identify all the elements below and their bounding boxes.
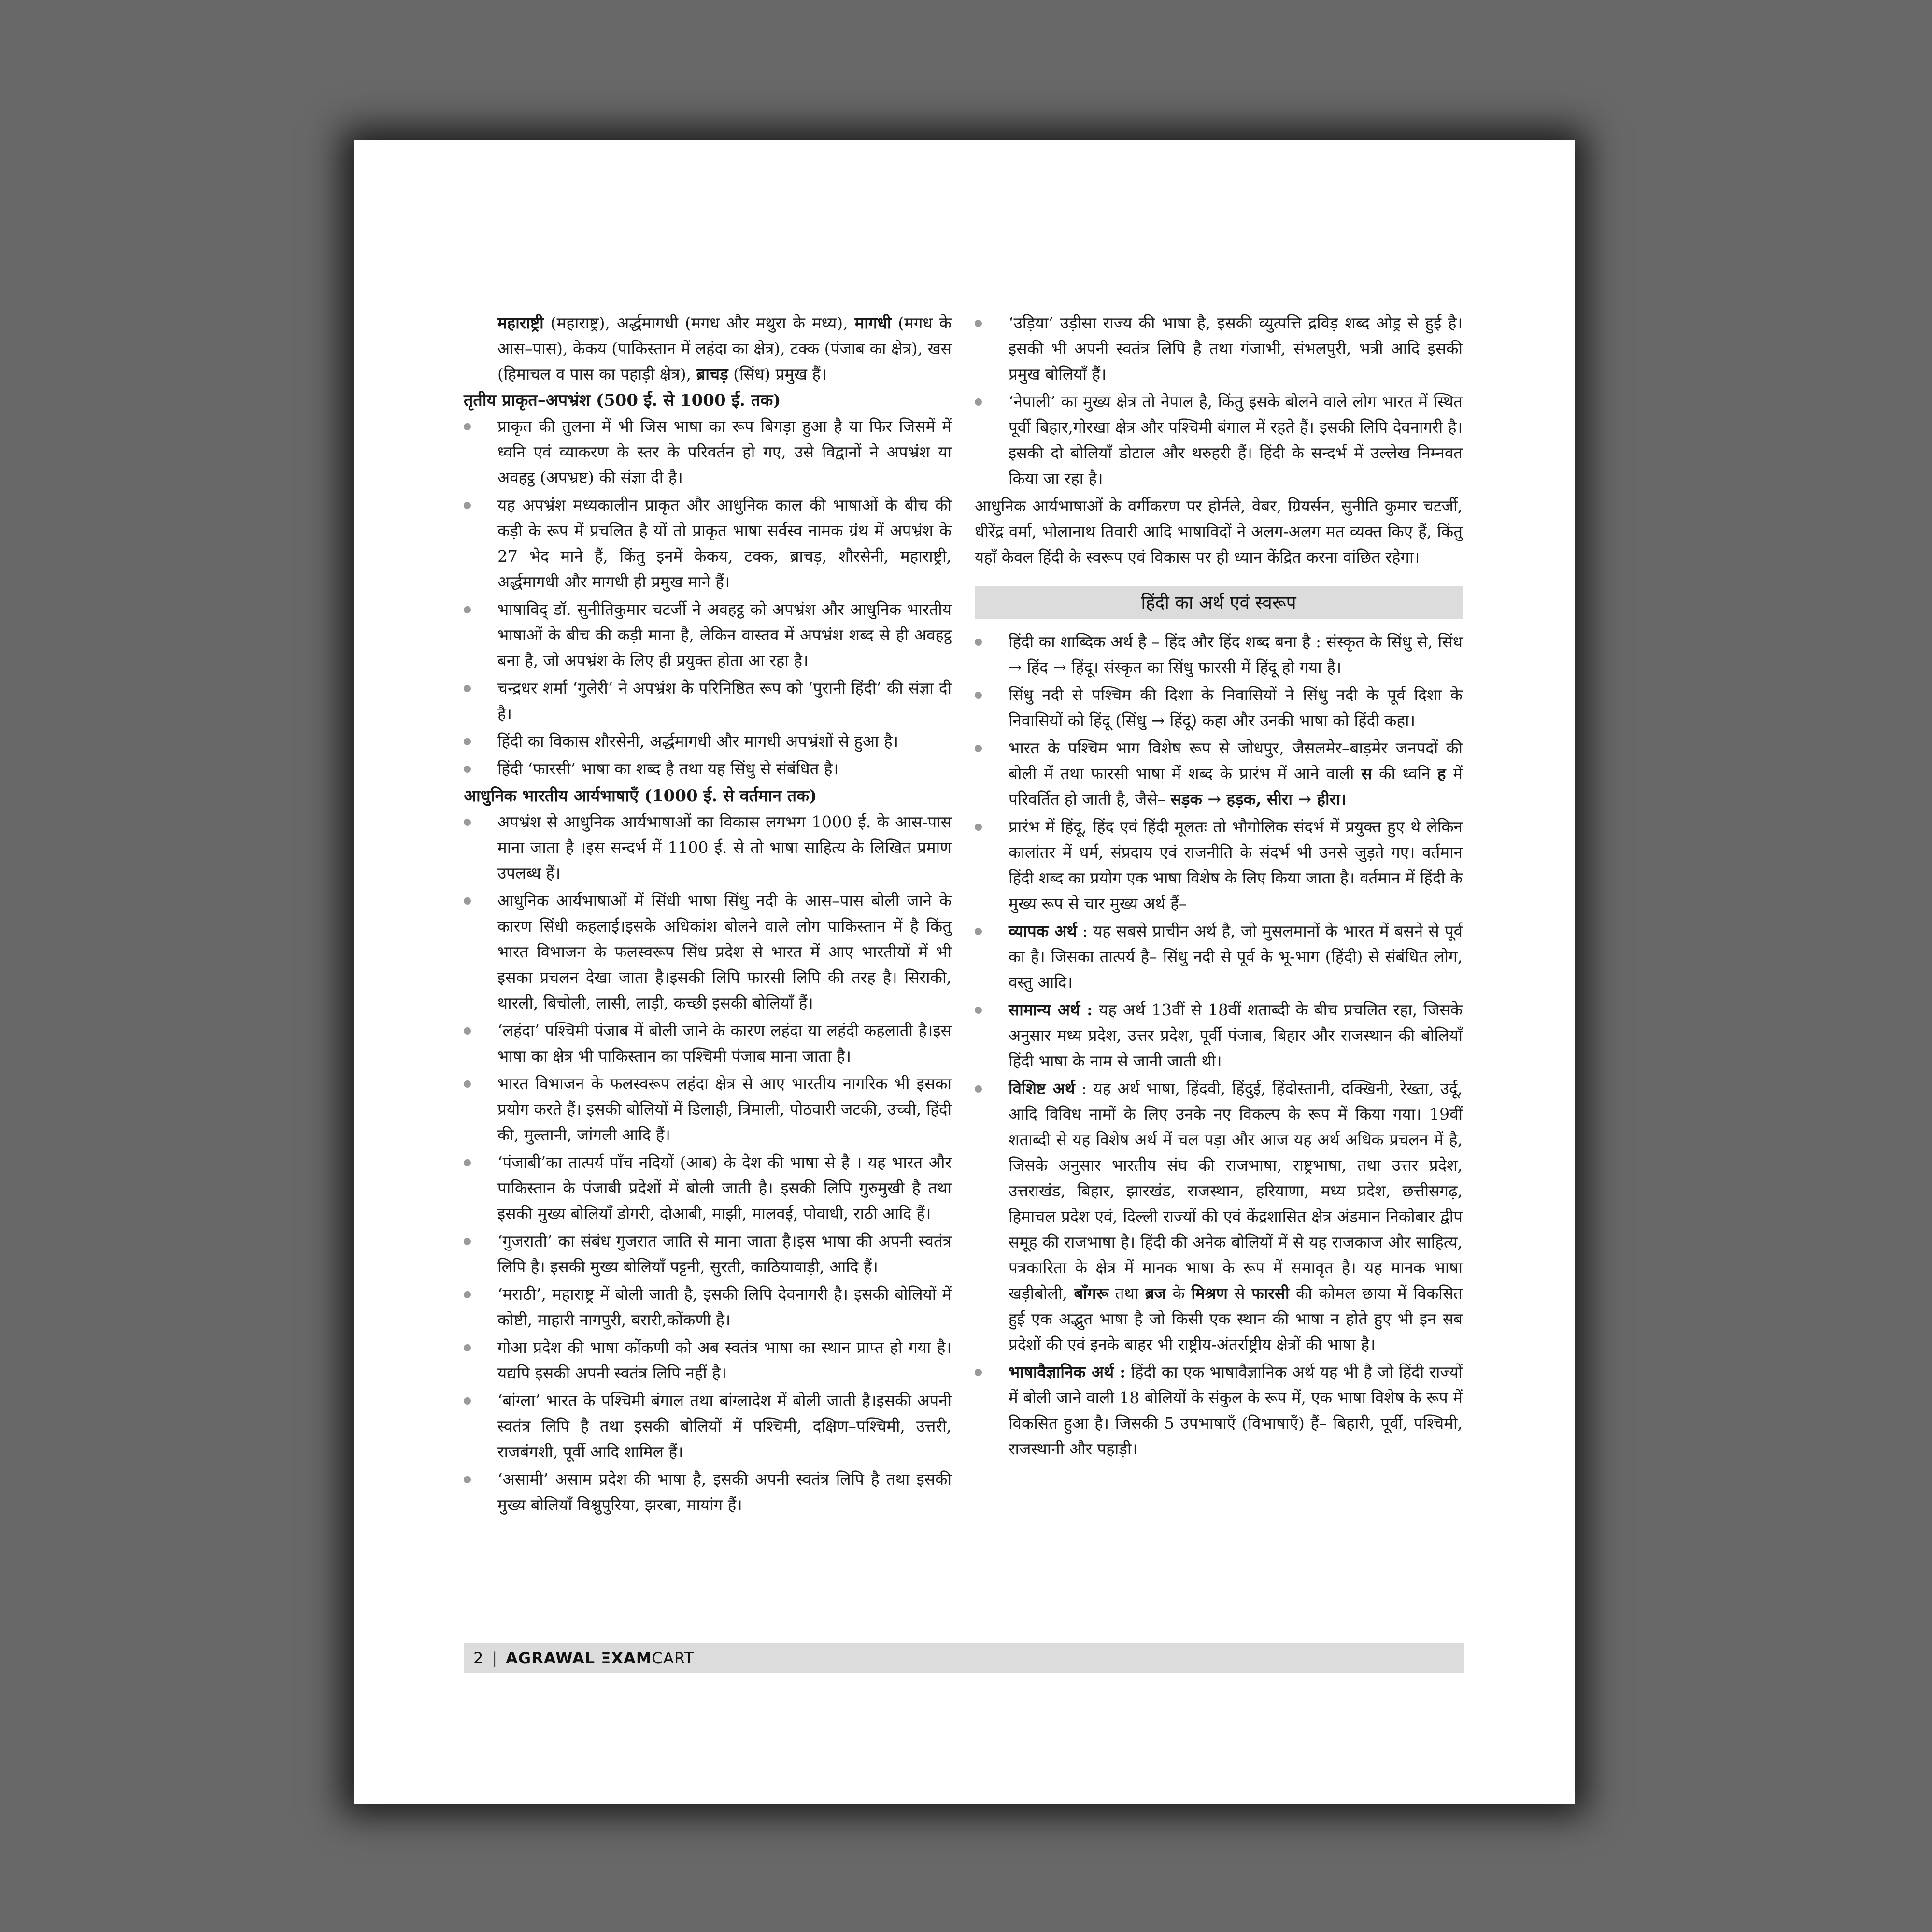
bullet-dot-icon — [975, 928, 982, 935]
bullet-dot-icon — [975, 398, 982, 406]
bold-text: व्यापक अर्थ — [1009, 922, 1077, 940]
brand-logo-agrawal: AGRAWAL — [506, 1649, 596, 1667]
list-item — [464, 1071, 952, 1148]
bold-text: मागधी — [854, 313, 892, 332]
text-run: : यह सबसे प्राचीन अर्थ है, जो मुसलमानों के भारत में बसने से पूर्व का है। जिसका तात्पर्य है– सिंधु नदी से पूर्व के भू-भाग (हिंदी) से संबंधित लोग, वस्तु आदि। — [1009, 922, 1463, 992]
list-item-text: ‘पंजाबी’का तात्पर्य पाँच नदियों (आब) के देश की भाषा से है । यह भारत और पाकिस्तान के पंजाबी प्रदेशों में बोली जाती है। इसकी लिपि गुरुमुखी है तथा इसकी मुख्य बोलियाँ डोगरी, दोआबी, माझी, मालवई, पोवाधी, राठी आदि हैं। — [497, 1153, 952, 1223]
list-item — [975, 1359, 1463, 1462]
section-heading-modern-languages: आधुनिक भारतीय आर्यभाषाएँ (1000 ई. से वर्तमान तक) — [464, 786, 817, 806]
bold-text: महाराष्ट्री — [497, 313, 544, 332]
text-run: की कोमल छाया में विकसित हुई एक अद्भुत भाषा है जो किसी एक स्थान की भाषा न होते हुए भी इन सब प्रदेशों की एवं इनके बाहर भी राष्ट्रीय-अंतर्राष्ट्रीय क्षेत्रों की भाषा है। — [1009, 1284, 1463, 1354]
list-item-text: प्राकृत की तुलना में भी जिस भाषा का रूप बिगड़ा हुआ है या फिर जिसमें में ध्वनि एवं व्याकरण के स्तर के परिवर्तन हो गए, उसे विद्वानों ने अपभ्रंश या अवहट्ठ (अपभ्रष्ट) की संज्ञा दी है। — [497, 417, 952, 487]
text-run: के — [1165, 1284, 1192, 1303]
footer-separator: | — [492, 1649, 497, 1667]
text-run: में परिवर्तित हो जाती है, जैसे– — [1009, 764, 1463, 809]
brand-logo-exam: ΞXAM — [601, 1649, 652, 1667]
list-item — [464, 888, 952, 1016]
bullet-dot-icon — [464, 423, 471, 430]
page-number: 2 — [473, 1649, 483, 1667]
bullet-dot-icon — [464, 1027, 471, 1035]
bold-text: बाँगरू — [1074, 1284, 1109, 1303]
text-run: भारत के पश्चिम भाग विशेष रूप से जोधपुर, जैसलमेर–बाड़मेर जनपदों की बोली में तथा फारसी भाषा में शब्द के प्रारंभ में आने वाली — [1009, 739, 1463, 783]
list-item-text: हिंदी का विकास शौरसेनी, अर्द्धमागधी और मागधी अपभ्रंशों से हुआ है। — [497, 732, 899, 751]
list-item — [464, 675, 952, 726]
list-item — [464, 1228, 952, 1279]
bullet-dot-icon — [464, 1344, 471, 1351]
left-column — [464, 310, 952, 1520]
bullet-dot-icon — [975, 639, 982, 646]
list-item-text: गोआ प्रदेश की भाषा कोंकणी को अब स्वतंत्र भाषा का स्थान प्राप्त हो गया है। यद्यपि इसकी अपनी स्वतंत्र लिपि नहीं है। — [497, 1338, 952, 1382]
text-run: (महाराष्ट्र), अर्द्धमागधी (मगध और मथुरा के मध्य), — [543, 313, 855, 332]
list-item-text: यह अपभ्रंश मध्यकालीन प्राकृत और आधुनिक काल की भाषाओं के बीच की कड़ी के रूप में प्रचलित है यों तो प्राकृत भाषा सर्वस्व नामक ग्रंथ में अपभ्रंश के 27 भेद माने हैं, किंतु इनमें केकय, टक्क, ब्राचड़, शौरसेनी, महाराष्ट्री, अर्द्धमागधी और मागधी ही प्रमुख माने हैं। — [497, 496, 952, 591]
bold-text: मिश्रण — [1191, 1284, 1228, 1303]
list-item — [975, 997, 1463, 1074]
page-footer — [464, 1643, 1464, 1673]
bullet-dot-icon — [464, 1080, 471, 1088]
text-run: हिंदी का शाब्दिक अर्थ है – हिंद और हिंद शब्द बना है : संस्कृत के सिंधु से, सिंध → हिंद → हिंदू। संस्कृत का सिंधु फारसी में हिंदू हो गया है। — [1009, 632, 1463, 677]
list-item — [464, 1281, 952, 1333]
bullet-dot-icon — [464, 1397, 471, 1405]
list-item — [464, 597, 952, 673]
bullet-dot-icon — [464, 738, 471, 745]
bullet-dot-icon — [464, 766, 471, 773]
list-item-text: हिंदी ‘फारसी’ भाषा का शब्द है तथा यह सिंधु से संबंधित है। — [497, 759, 838, 778]
bullet-dot-icon — [464, 1238, 471, 1245]
list-item — [464, 728, 952, 754]
text-run: से — [1227, 1284, 1252, 1303]
bold-text: सड़क → हड़क, सीरा → हीरा। — [1170, 790, 1347, 809]
bullet-dot-icon — [464, 897, 471, 905]
list-item — [975, 629, 1463, 680]
bold-text: विशिष्ट अर्थ — [1009, 1079, 1075, 1098]
bullet-list-odia-nepali — [975, 310, 1463, 491]
list-item — [464, 413, 952, 490]
list-item-text: भारत विभाजन के फलस्वरूप लहंदा क्षेत्र से आए भारतीय नागरिक भी इसका प्रयोग करते हैं। इसकी बोलियों में डिलाही, त्रिमाली, पोठवारी जटकी, उच्ची, हिंदी की, मुल्तानी, जांगली आदि हैं। — [497, 1074, 952, 1144]
text-run: (सिंध) प्रमुख हैं। — [728, 365, 827, 384]
text-run: हिंदी का एक भाषावैज्ञानिक अर्थ यह भी है जो हिंदी राज्यों में बोली जाने वाली 18 बोलियों के संकुल के रूप में, एक भाषा विशेष के रूप में विकसित हुआ है। जिसकी 5 उपभाषाएँ (विभाषाएँ) हैं– बिहारी, पूर्वी, पश्चिमी, राजस्थानी और पहाड़ी। — [1009, 1363, 1463, 1458]
list-item — [464, 1018, 952, 1069]
list-item — [975, 814, 1463, 916]
bullet-dot-icon — [464, 685, 471, 692]
list-item — [464, 1150, 952, 1226]
list-item — [975, 389, 1463, 491]
text-run: प्रारंभ में हिंदू, हिंद एवं हिंदी मूलतः तो भौगोलिक संदर्भ में प्रयुक्त हुए थे लेकिन कालांतर में धर्म, संप्रदाय एवं राजनीति के संदर्भ भी उनसे जुड़ते गए। वर्तमान हिंदी शब्द का प्रयोग एक भाषा विशेष के लिए किया जाता है। वर्तमान में हिंदी के मुख्य रूप से चार मुख्य अर्थ हैं– — [1009, 817, 1463, 913]
list-item — [464, 1466, 952, 1518]
text-run: तथा — [1108, 1284, 1145, 1303]
bullet-list-apabhramsha — [464, 413, 952, 781]
list-item-text: ‘लहंदा’ पश्चिमी पंजाब में बोली जाने के कारण लहंदा या लहंदी कहलाती है।इस भाषा का क्षेत्र भी पाकिस्तान का पश्चिमी पंजाब माना जाता है। — [497, 1021, 952, 1065]
list-item — [464, 756, 952, 781]
list-item-text: ‘मराठी’, महाराष्ट्र में बोली जाती है, इसकी लिपि देवनागरी है। इसकी बोलियों में कोष्टी, माहारी नागपुरी, बरारी,कोंकणी है। — [497, 1285, 952, 1329]
bullet-dot-icon — [464, 819, 471, 826]
list-item — [975, 735, 1463, 812]
text-run: : यह अर्थ भाषा, हिंदवी, हिंदुई, हिंदोस्तानी, दक्खिनी, रेख्ता, उर्दू, आदि विविध नामों के लिए उनके नए विकल्प के रूप में किया गया। 19वीं शताब्दी से यह विशेष अर्थ में चल पड़ा और आज यह अर्थ अधिक प्रचलन में है, जिसके अनुसार भारतीय संघ की राजभाषा, राष्ट्रभाषा, तथा उत्तर प्रदेश, उत्तराखंड, बिहार, झारखंड, राजस्थान, हरियाणा, मध्य प्रदेश, छत्तीसगढ़, हिमाचल प्रदेश एवं, दिल्ली राज्यों की एवं केंद्रशासित क्षेत्र अंडमान निकोबार द्वीप समूह की राजभाषा है। हिंदी की अनेक बोलियों में से यह राजकाज और साहित्य, पत्रकारिता के क्षेत्र में मानक भाषा के रूप में समावृत है। यह मानक भाषा खड़ीबोली, — [1009, 1079, 1463, 1303]
list-item-text: ‘उड़िया’ उड़ीसा राज्य की भाषा है, इसकी व्युत्पत्ति द्रविड़ शब्द ओड्र से हुई है। इसकी भी अपनी स्वतंत्र लिपि है तथा गंजाभी, संभलपुरी, भत्री आदि इसकी प्रमुख बोलियाँ हैं। — [1009, 313, 1463, 384]
list-item — [464, 1388, 952, 1464]
list-item — [464, 492, 952, 595]
bullet-dot-icon — [464, 502, 471, 509]
list-item-text: ‘नेपाली’ का मुख्य क्षेत्र तो नेपाल है, किंतु इसके बोलने वाले लोग भारत में स्थित पूर्वी बिहार,गोरखा क्षेत्र और पश्चिमी बंगाल में रहते हैं। इसकी लिपि देवनागरी है। इसकी दो बोलियाँ डोटाल और थरुहरी हैं। हिंदी के सन्दर्भ में उल्लेख निम्नवत किया जा रहा है। — [1009, 392, 1463, 488]
bold-text: फारसी — [1251, 1284, 1290, 1303]
list-item — [975, 918, 1463, 995]
bullet-list-modern-languages — [464, 809, 952, 1518]
bold-text: ब्राचड़ — [696, 365, 728, 384]
list-item-text: भाषाविद् डॉ. सुनीतिकुमार चटर्जी ने अवहट्ठ को अपभ्रंश और आधुनिक भारतीय भाषाओं के बीच की कड़ी माना है, लेकिन वास्तव में अपभ्रंश शब्द से ही अवहट्ठ बना है, जो अपभ्रंश के लिए ही प्रयुक्त होता आ रहा है। — [497, 600, 952, 670]
bullet-dot-icon — [464, 1476, 471, 1483]
list-item-text: ‘गुजराती’ का संबंध गुजरात जाति से माना जाता है।इस भाषा की अपनी स्वतंत्र लिपि है। इसकी मुख्य बोलियाँ पट्टनी, सुरती, काठियावाड़ी, आदि हैं। — [497, 1232, 952, 1276]
text-run: (मगध के आस–पास), केकय (पाकिस्तान में लहंदा का क्षेत्र), टक्क (पंजाब का क्षेत्र), खस (हिमाचल व पास का पहाड़ी क्षेत्र), — [497, 313, 952, 384]
bullet-dot-icon — [975, 320, 982, 327]
intro-paragraph — [464, 310, 952, 387]
list-item — [975, 1076, 1463, 1357]
bullet-dot-icon — [975, 824, 982, 831]
bullet-dot-icon — [975, 1007, 982, 1014]
bullet-dot-icon — [464, 1159, 471, 1166]
list-item — [464, 1335, 952, 1386]
right-column — [975, 310, 1463, 1463]
text-run: यह अर्थ 13वीं से 18वीं शताब्दी के बीच प्रचलित रहा, जिसके अनुसार मध्य प्रदेश, उत्तर प्रदेश, पूर्वी पंजाब, बिहार और राजस्थान की बोलियाँ हिंदी भाषा के नाम से जानी जाती थी। — [1009, 1000, 1463, 1070]
bold-text: स — [1361, 764, 1372, 783]
bullet-list-hindi-meaning — [975, 629, 1463, 1462]
list-item-text: ‘बांग्ला’ भारत के पश्चिमी बंगाल तथा बांग्लादेश में बोली जाती है।इसकी अपनी स्वतंत्र लिपि है तथा इसकी बोलियों में पश्चिमी, दक्षिण–पश्चिमी, उत्तरी, राजबंगशी, पूर्वी आदि शामिल हैं। — [497, 1391, 952, 1461]
text-run: की ध्वनि — [1372, 764, 1438, 783]
list-item — [975, 310, 1463, 387]
list-item-text: चन्द्रधर शर्मा ‘गुलेरी’ ने अपभ्रंश के परिनिष्ठित रूप को ‘पुरानी हिंदी’ की संज्ञा दी है। — [497, 679, 952, 723]
bold-text: भाषावैज्ञानिक अर्थ : — [1009, 1363, 1126, 1381]
bold-text: सामान्य अर्थ : — [1009, 1000, 1093, 1019]
bold-text: ब्रज — [1145, 1284, 1166, 1303]
classification-paragraph: आधुनिक आर्यभाषाओं के वर्गीकरण पर होर्नले, वेबर, ग्रियर्सन, सुनीति कुमार चटर्जी, धीरेंद्र वर्मा, भोलानाथ तिवारी आदि भाषाविदों ने अलग-अलग मत व्यक्त किए हैं, किंतु यहाँ केवल हिंदी के स्वरूप एवं विकास पर ही ध्यान केंद्रित करना वांछित रहेगा। — [975, 497, 1463, 567]
section-heading-apabhramsha: तृतीय प्राकृत–अपभ्रंश (500 ई. से 1000 ई. तक) — [464, 391, 781, 410]
bullet-dot-icon — [975, 1369, 982, 1376]
section-title-hindi-meaning: हिंदी का अर्थ एवं स्वरूप — [975, 586, 1463, 619]
list-item-text: ‘असामी’ असाम प्रदेश की भाषा है, इसकी अपनी स्वतंत्र लिपि है तथा इसकी मुख्य बोलियाँ विश्नुपुरिया, झरबा, मायांग हैं। — [497, 1470, 952, 1514]
list-item — [975, 682, 1463, 733]
list-item-text: आधुनिक आर्यभाषाओं में सिंधी भाषा सिंधु नदी के आस–पास बोली जाने के कारण सिंधी कहलाई।इसके अधिकांश बोलने वाले लोग पाकिस्तान में है किंतु भारत विभाजन के फलस्वरूप सिंध प्रदेश से भारत में आए भारतीयों में भी इसका प्रचलन देखा जाता है।इसकी लिपि फारसी लिपि की तरह है। सिराकी, थारली, बिचोली, लासी, लाड़ी, कच्छी इसकी बोलियाँ हैं। — [497, 891, 952, 1012]
brand-logo-cart: CART — [652, 1649, 695, 1667]
bullet-dot-icon — [464, 1291, 471, 1298]
bold-text: ह — [1437, 764, 1446, 783]
bullet-dot-icon — [975, 692, 982, 699]
bullet-dot-icon — [464, 606, 471, 613]
list-item — [464, 809, 952, 886]
bullet-dot-icon — [975, 745, 982, 752]
document-page — [354, 140, 1575, 1804]
text-run: सिंधु नदी से पश्चिम की दिशा के निवासियों ने सिंधु नदी के पूर्व दिशा के निवासियों को हिंदू (सिंधु → हिंदू) कहा और उनकी भाषा को हिंदी कहा। — [1009, 685, 1463, 730]
bullet-dot-icon — [975, 1085, 982, 1093]
list-item-text: अपभ्रंश से आधुनिक आर्यभाषाओं का विकास लगभग 1000 ई. के आस-पास माना जाता है ।इस सन्दर्भ में 1100 ई. से तो भाषा साहित्य के लिखित प्रमाण उपलब्ध हैं। — [497, 812, 952, 882]
